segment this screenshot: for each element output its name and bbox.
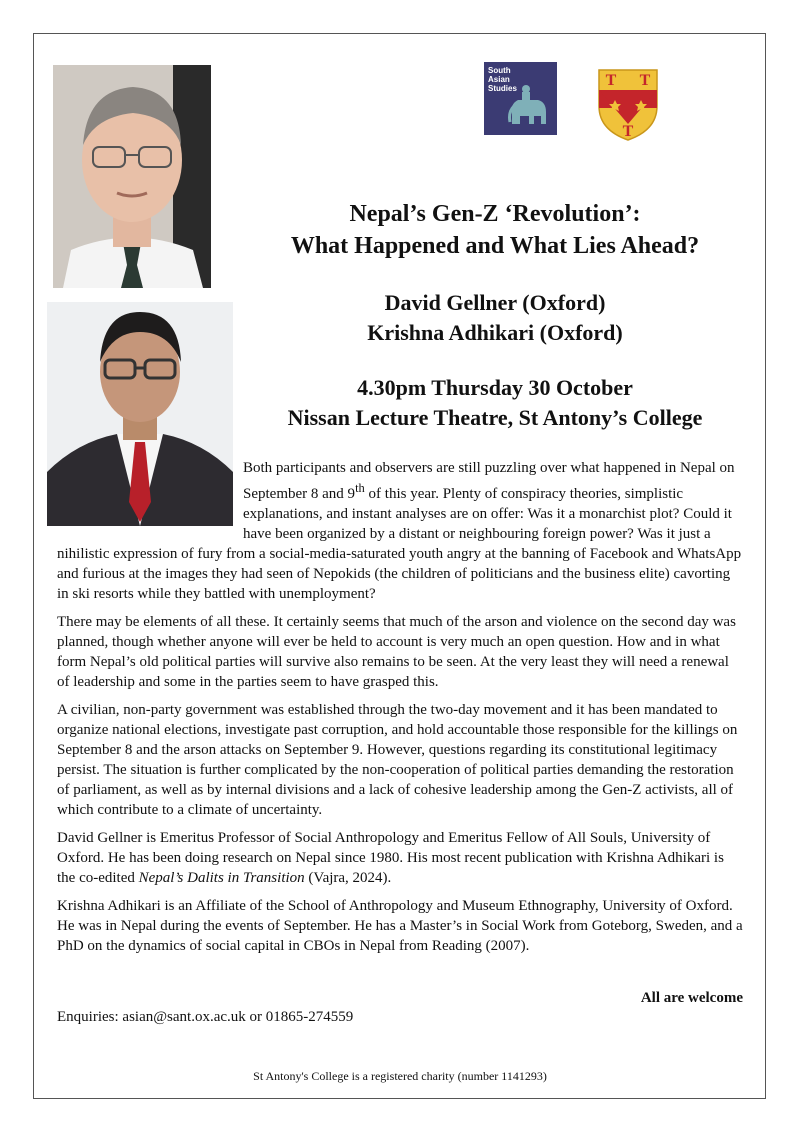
title-line-1: Nepal’s Gen-Z ‘Revolution’: [349,201,641,227]
enquiries-contact: Enquiries: asian@sant.ox.ac.uk or 01865-274559 [57,1009,354,1025]
crest-letter: T [622,123,634,140]
text-span: Both participants and observers are still puzzling over what happened in Nepal on September 8 and 9 [243,460,735,502]
welcome-note: All are welcome [640,990,743,1006]
title-line-2: What Happened and What Lies Ahead? [290,233,700,259]
superscript: th [355,481,365,495]
college-crest-logo [597,68,659,142]
speaker-name: Krishna Adhikari (Oxford) [367,320,623,345]
text-span: (Vajra, 2024). [304,870,392,886]
paragraph: A civilian, non-party government was established through the two-day movement and it has been mandated to organize national elections, investigate past corruption, and hold accountable those responsible for the killings on September 8 and the arson attacks on September 9. However, questions regarding its constitutional legitimacy persist. The situation is further complicated by the non-cooperation of political parties demanding the restoration of parliament, as well as by internal divisions and a lack of cohesive leadership among the Gen-Z activists, all of which contribute to a climate of uncertainty. [57,702,738,818]
event-description [57,458,743,964]
event-venue: Nissan Lecture Theatre, St Antony’s College [287,405,703,430]
event-time: 4.30pm Thursday 30 October [357,375,633,400]
paragraph-gellner-bio [57,828,743,888]
book-title: Nepal’s Dalits in Transition [138,870,305,886]
event-title [245,198,745,262]
charity-notice: St Antony's College is a registered charity (number 1141293) [253,1069,547,1083]
logo-text-line: Asian [488,75,510,84]
paragraph-adhikari-bio: Krishna Adhikari is an Affiliate of the School of Anthropology and Museum Ethnography, University of Oxford. He was in Nepal during the events of September. He has a Master’s in Social Work from Goteborg, Sweden, and a PhD on the dynamics of social capital in CBOs in Nepal from Reading (2007). [57,898,743,954]
event-details [245,373,745,433]
speaker-photo-gellner [53,65,211,288]
logo-text-line: South [488,66,511,75]
logo-text-line: Studies [488,84,517,93]
south-asian-studies-logo [484,62,557,135]
crest-letter: T [639,72,651,89]
speaker-name: David Gellner (Oxford) [384,290,606,315]
crest-letter: T [605,72,617,89]
elephant-icon [484,62,557,135]
text-span: David Gellner is Emeritus Professor of Social Anthropology and Emeritus Fellow of All Souls, University of Oxford. He has been doing research on Nepal since 1980. His most recent publication with Krishna Adhikari is the co-edited [57,830,724,886]
speakers-block [245,288,745,348]
portrait-illustration [53,65,211,288]
shield-icon [597,68,659,142]
photo-wrap-spacer [57,458,243,528]
text-span: of this year. Plenty of conspiracy theories, simplistic explanations, and instant analyses are on offer: Was it a monarchist plot? Could it have been organized by a distant or neighbouring foreign power? Was it just a nihilistic expression of fury from a social-media-saturated youth angry at the banning of Facebook and WhatsApp and furious at the images they had seen of Nepokids (the children of politicians and the business elite) cavorting in ski resorts while they battled with unemployment? [57,486,742,602]
paragraph: There may be elements of all these. It certainly seems that much of the arson and violence on the second day was planned, though whether anyone will ever be held to account is very much an open question. How and in what form Nepal’s old political parties will survive also remains to be seen. At the very least they will need a renewal of leadership and some in the parties seem to have grasped this. [57,614,736,690]
